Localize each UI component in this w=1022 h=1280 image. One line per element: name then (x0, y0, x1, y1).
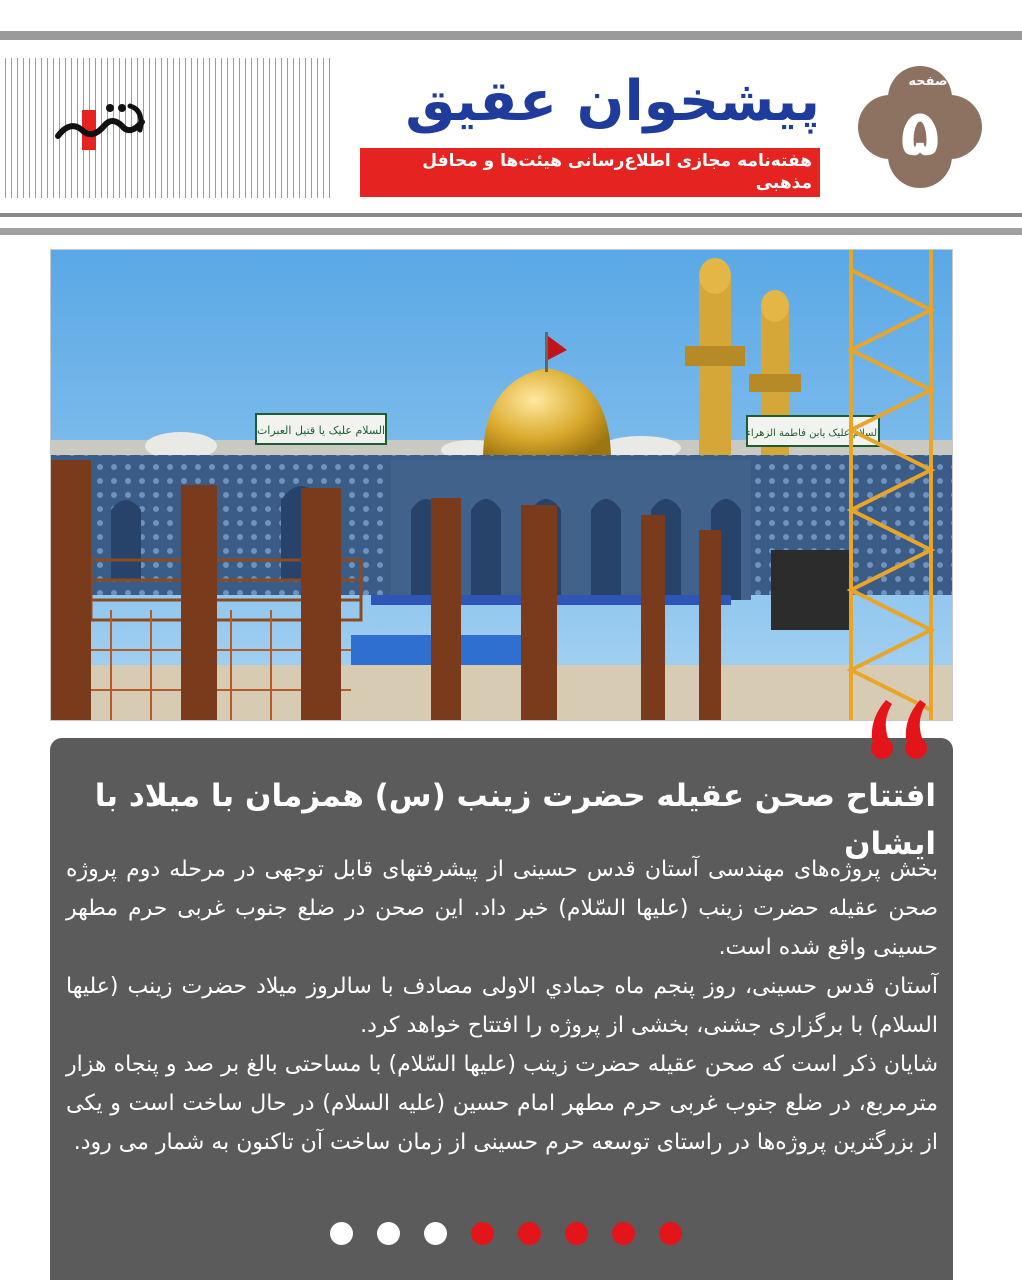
page-number-badge (856, 64, 984, 190)
pagination-dot-3[interactable] (424, 1222, 447, 1245)
article-headline: افتتاح صحن عقیله حضرت زینب (س) همزمان با میلاد با ایشان (94, 778, 936, 862)
banner-left-text: السلام علیک یا قتیل العبرات (256, 424, 386, 437)
pagination-dot-1[interactable] (330, 1222, 353, 1245)
publication-name: پیشخوان عقیق (405, 69, 820, 134)
masthead (360, 62, 820, 197)
pagination-dot-8[interactable] (659, 1222, 682, 1245)
page-label: صفحه (908, 74, 948, 89)
header-top-band (0, 31, 1022, 40)
article-body (66, 850, 938, 1162)
publication-tagline: هفته‌نامه مجازی اطلاع‌رسانی هیئت‌ها و محافل مذهبی (360, 148, 820, 197)
aqiq-logo (52, 96, 152, 160)
article-paragraph: شایان ذکر است که صحن عقیله حضرت زینب (علیها السّلام) با مساحتی بالغ بر صد و پنجاه هزار مترمربع، در ضلع جنوب غربی حرم مطهر امام حسین (علیه السلام) در حال ساخت است و یکی از بزرگترین پروژه‌ها در راستای توسعه حرم حسینی از زمان ساخت آن تاکنون به شمار می رود. (66, 1052, 938, 1155)
pagination-dots (330, 1222, 682, 1248)
pagination-dot-4[interactable] (471, 1222, 494, 1245)
header-low-band (0, 228, 1022, 235)
shrine-construction-photo (50, 249, 953, 721)
pagination-dot-5[interactable] (518, 1222, 541, 1245)
pagination-dot-6[interactable] (565, 1222, 588, 1245)
pagination-dot-2[interactable] (377, 1222, 400, 1245)
pagination-dot-7[interactable] (612, 1222, 635, 1245)
article-paragraph: آستان قدس حسینی، روز پنجم ماه جمادي الاولى مصادف با سالروز میلاد حضرت زینب (علیها السلام) با برگزاری جشنی، بخشی از پروژه را افتتاح خواهد کرد. (66, 974, 938, 1038)
header-mid-band (0, 213, 1022, 217)
banner-right-text: السلام علیک یابن فاطمة الزهراء (746, 428, 880, 439)
header-stripe-pattern (0, 58, 330, 198)
quote-mark-icon (862, 688, 942, 768)
page-number: ۵ (900, 97, 940, 171)
article-paragraph: بخش پروژه‌های مهندسی آستان قدس حسینی از پیشرفتهای قابل توجهی در مرحله دوم پروژه صحن عقیله حضرت زینب (علیها السّلام) خبر داد. این صحن در ضلع جنوب غربی حرم مطهر حسینی واقع شده است. (66, 857, 938, 960)
